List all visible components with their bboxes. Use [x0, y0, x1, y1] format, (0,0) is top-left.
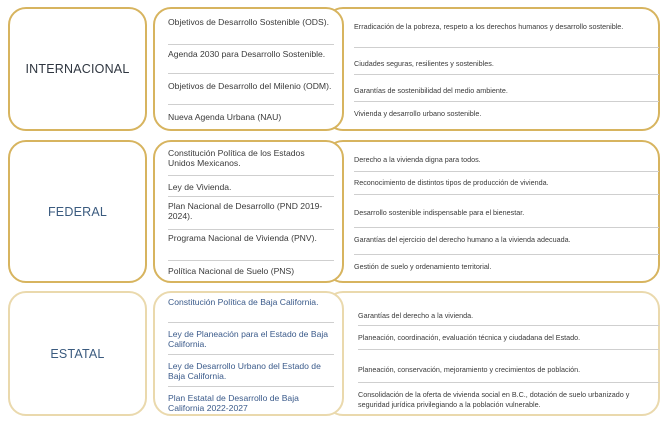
institutions-box-federal [153, 140, 344, 283]
row-divider [168, 386, 334, 387]
description-text: Erradicación de la pobreza, respeto a los derechos humanos y desarrollo sostenible. [354, 22, 624, 31]
description-text: Reconocimiento de distintos tipos de producción de vivienda. [354, 178, 549, 187]
level-box-estatal [8, 291, 147, 416]
row-divider [168, 104, 334, 105]
description-text: Garantías de sostenibilidad del medio ambiente. [354, 86, 508, 95]
row-divider [168, 354, 334, 355]
row-divider [358, 382, 659, 383]
description-box-estatal [325, 291, 660, 416]
institutions-box-estatal [153, 291, 344, 416]
row-divider [168, 260, 334, 261]
description-text: Planeación, conservación, mejoramiento y crecimientos de población. [358, 365, 581, 374]
row-divider [168, 73, 334, 74]
institution-text: Constitución Política de los Estados Unidos Mexicanos. [168, 148, 305, 168]
institution-text: Programa Nacional de Vivienda (PNV). [168, 233, 317, 243]
row-divider [168, 196, 334, 197]
institution-text: Plan Estatal de Desarrollo de Baja California 2022-2027 [168, 393, 299, 413]
institution-text: Ley de Planeación para el Estado de Baja California. [168, 329, 329, 349]
description-text: Gestión de suelo y ordenamiento territorial. [354, 262, 492, 271]
institutions-box-internacional [153, 7, 344, 131]
description-text: Garantías del derecho a la vivienda. [358, 311, 474, 320]
level-label: ESTATAL [50, 346, 105, 361]
row-divider [358, 349, 659, 350]
institution-text: Agenda 2030 para Desarrollo Sostenible. [168, 49, 326, 59]
row-divider [168, 175, 334, 176]
institution-text: Nueva Agenda Urbana (NAU) [168, 112, 282, 122]
row-divider [168, 322, 334, 323]
institution-text: Ley de Vivienda. [168, 182, 232, 192]
row-divider [358, 325, 659, 326]
description-text: Garantías del ejercicio del derecho humano a la vivienda adecuada. [354, 235, 571, 244]
level-label: INTERNACIONAL [25, 62, 130, 76]
institution-text: Objetivos de Desarrollo del Milenio (ODM). [168, 81, 332, 91]
institution-text: Ley de Desarrollo Urbano del Estado de Baja California. [168, 361, 321, 381]
row-divider [168, 229, 334, 230]
description-text: Planeación, coordinación, evaluación técnica y ciudadana del Estado. [358, 333, 581, 342]
level-label: FEDERAL [47, 204, 108, 219]
description-text: Consolidación de la oferta de vivienda social en B.C., dotación de suelo urbanizado y seguridad jurídica privilegiando a la población vulnerable. [358, 390, 630, 409]
institution-text: Política Nacional de Suelo (PNS) [168, 266, 295, 276]
description-text: Vivienda y desarrollo urbano sostenible. [354, 109, 482, 118]
row-divider [168, 44, 334, 45]
description-text: Desarrollo sostenible indispensable para el bienestar. [354, 208, 525, 217]
institution-text: Objetivos de Desarrollo Sostenible (ODS). [168, 17, 329, 27]
description-text: Derecho a la vivienda digna para todos. [354, 155, 481, 164]
institution-text: Constitución Política de Baja California. [168, 297, 319, 307]
description-text: Ciudades seguras, resilientes y sostenibles. [354, 59, 494, 68]
institution-text: Plan Nacional de Desarrollo (PND 2019-2024). [168, 201, 323, 221]
